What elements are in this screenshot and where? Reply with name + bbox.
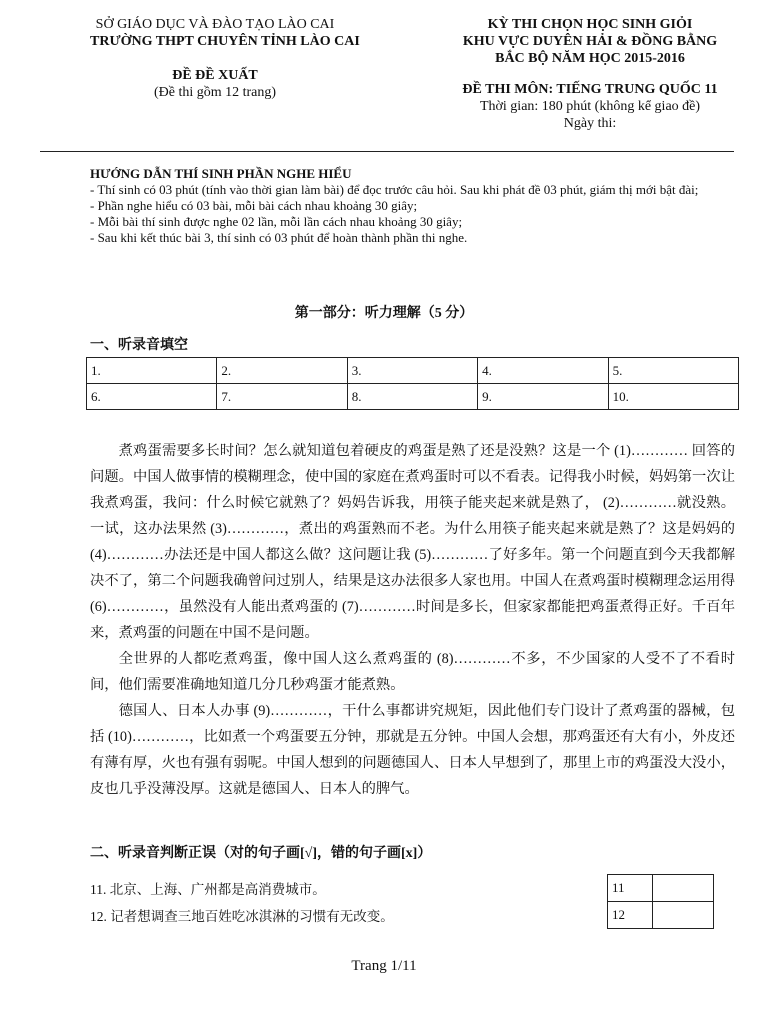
question-number: 11 [608,875,653,902]
school-name: TRƯỜNG THPT CHUYÊN TỈNH LÀO CAI [90,34,360,49]
answer-cell[interactable]: 3. [347,358,477,384]
header-left [90,16,360,101]
question-number: 12 [608,902,653,929]
table-row [87,384,739,410]
exam-time: Thời gian: 180 phút (không kể giao đề) [479,99,701,114]
instructions-title: HƯỚNG DẪN THÍ SINH PHẦN NGHE HIỂU [90,166,352,181]
answer-cell[interactable]: 10. [608,384,738,410]
table-row [608,875,714,902]
question-12: 12. 记者想调查三地百姓吃冰淇淋的习惯有无改变。 [90,909,394,924]
section2-title: 二、听录音判断正误（对的句子画[√]，错的句子画[x]） [90,846,432,861]
exam-region: KHU VỰC DUYÊN HẢI & ĐỒNG BẰNG [462,34,718,49]
exam-title: KỲ THI CHỌN HỌC SINH GIỎI [487,17,693,32]
passage-paragraph: 全世界的人都吃煮鸡蛋，像中国人这么煮鸡蛋的 (8)…………不多，不少国家的人受不了不看时间，他们需要准确地知道几分几秒鸡蛋才能煮熟。 [90,651,735,693]
part1-title: 第一部分：听力理解（5 分） [294,306,474,321]
exam-year: BẮC BỘ NĂM HỌC 2015-2016 [495,51,685,66]
answer-cell[interactable]: 5. [608,358,738,384]
answer-cell[interactable]: 2. [217,358,347,384]
answer-cell[interactable]: 1. [87,358,217,384]
answer-table [86,357,739,410]
instruction-line: - Mỗi bài thí sinh được nghe 02 lần, mỗi lần cách nhau khoảng 30 giây; [90,214,463,229]
answer-cell[interactable]: 7. [217,384,347,410]
answer-box[interactable] [653,902,714,929]
answer-cell[interactable]: 6. [87,384,217,410]
listening-passage [90,438,735,802]
answer-box[interactable] [653,875,714,902]
instructions [90,166,740,246]
instruction-line: - Thí sinh có 03 phút (tính vào thời gian làm bài) để đọc trước câu hỏi. Sau khi phát đề 03 phút, giám thị mới bật đài; [90,182,699,197]
exam-date: Ngày thi: [563,116,617,131]
instruction-line: - Sau khi kết thúc bài 3, thí sinh có 03 phút để hoàn thành phần thi nghe. [90,230,468,245]
exam-subject: ĐỀ THI MÔN: TIẾNG TRUNG QUỐC 11 [462,82,718,97]
answer-cell[interactable]: 9. [478,384,608,410]
proposal-label: ĐỀ ĐỀ XUẤT [172,68,258,83]
header-right [420,16,760,132]
table-row [608,902,714,929]
table-row [87,358,739,384]
passage-paragraph: 德国人、日本人办事 (9)…………，干什么事都讲究规矩，因此他们专门设计了煮鸡蛋的器械，包括 (10)…………，比如煮一个鸡蛋要五分钟，那就是五分钟。中国人会想，那鸡蛋还有大有小，外皮还有薄有厚，火也有强有弱呢。中国人想到的问题德国人、日本人早想到了，那里上市的鸡蛋没大没小，皮也几乎没薄没厚。这就是德国人、日本人的脾气。 [90,703,735,797]
header-divider [40,151,734,152]
pages-note: (Đề thi gồm 12 trang) [153,85,277,100]
answer-cell[interactable]: 4. [478,358,608,384]
page-number: Trang 1/11 [351,958,417,974]
section1-title: 一、听录音填空 [90,338,188,353]
question-11: 11. 北京、上海、广州都是高消费城市。 [90,882,326,897]
instruction-line: - Phần nghe hiểu có 03 bài, mỗi bài cách nhau khoảng 30 giây; [90,198,418,213]
department-name: SỞ GIÁO DỤC VÀ ĐÀO TẠO LÀO CAI [95,17,335,32]
judgement-table [607,874,714,929]
answer-cell[interactable]: 8. [347,384,477,410]
passage-paragraph: 煮鸡蛋需要多长时间？怎么就知道包着硬皮的鸡蛋是熟了还是没熟？这是一个 (1)………… 回答的问题。中国人做事情的模糊理念，使中国的家庭在煮鸡蛋时可以不看表。记得我小时候，妈妈第一次让我煮鸡蛋，我问：什么时候它就熟了？妈妈告诉我，用筷子能夹起来就是熟了， (2)…………就没熟。一试，这办法果然 (3)…………，煮出的鸡蛋熟而不老。为什么用筷子能夹起来就是熟了？这是妈妈的 (4)…………办法还是中国人都这么做？这问题让我 (5)…………了好多年。第一个问题直到今天我都解决不了，第二个问题我确曾问过别人，结果是这办法很多人家也用。中国人在煮鸡蛋时模糊理念运用得 (6)…………，虽然没有人能出煮鸡蛋的 (7)…………时间是多长，但家家都能把鸡蛋煮得正好。千百年来，煮鸡蛋的问题在中国不是问题。 [90,443,735,641]
